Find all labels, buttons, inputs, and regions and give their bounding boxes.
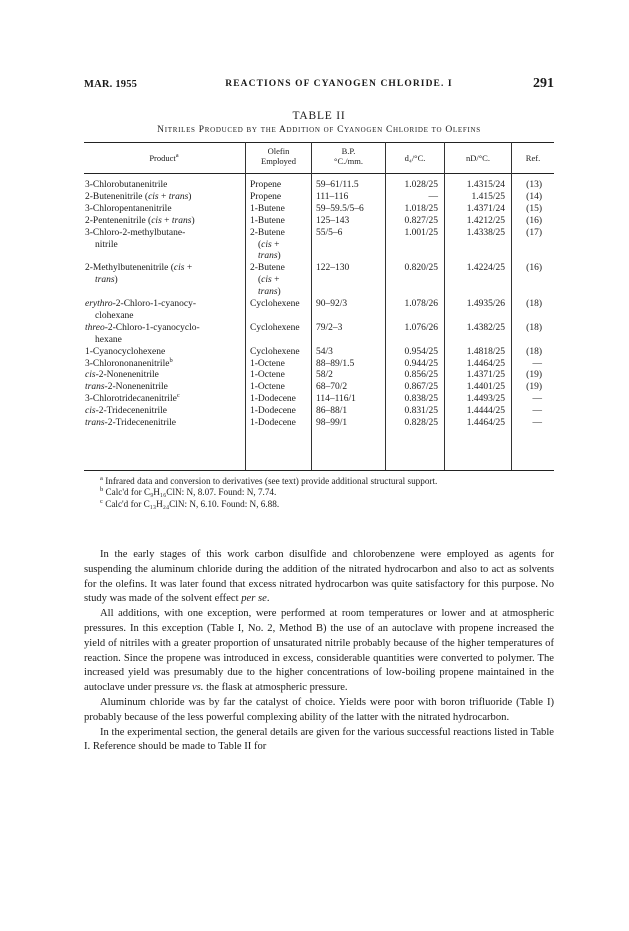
cell-density: 0.867/25 [404, 382, 438, 393]
cell-boiling-point: 125–143 [316, 215, 350, 226]
cell-olefin: Cyclohexene [250, 299, 300, 309]
footnote-c: $^c$ Calc'd for C₁₃H₂₄ClN: N, 6.10. Found: N, 6.88. [100, 497, 280, 509]
paragraph: All additions, with one exception, were performed at room temperatures or lower and at atmospheric pressures. In this exception (Table I, No. 2, Method B) the use of an autoclave with propene increased the yield of nitriles with a greater proportion of unsaturated nitrile probably because of the higher temperatures of reaction. Since the propene was introduced in excess, considerable quantities were converted to polymer. The increased yield was presumably due to the higher concentrations of low-boiling propene maintained in the autoclave under pressure vs. the flask at atmospheric pressure. [84, 608, 554, 694]
cell-reference: (16) [526, 263, 542, 274]
table-title: TABLE II [292, 110, 346, 122]
cell-product: 2-Pentenenitrile (cis + trans) [85, 215, 195, 226]
cell-boiling-point: 98–99/1 [316, 418, 348, 428]
cell-density: 0.827/25 [404, 215, 438, 226]
cell-density: 1.078/26 [404, 299, 438, 309]
body-text [84, 548, 554, 755]
cell-olefin: 1-Butene [250, 215, 285, 226]
paragraph: In the experimental section, the general details are given for the various successful reactions listed in Table I. Reference should be made to Table II for [84, 726, 554, 753]
table-bottom-rule [84, 470, 554, 471]
cell-refractive-index: 1.4224/25 [466, 263, 505, 274]
header-reference: Ref. [525, 153, 541, 163]
cell-product: cis-2-Tridecenenitrile [85, 406, 167, 417]
cell-refractive-index: 1.4464/25 [466, 358, 505, 369]
cell-olefin: 1-Dodecene [250, 394, 296, 405]
cell-density: 0.944/25 [404, 358, 438, 369]
cell-reference: — [532, 418, 542, 428]
cell-olefin: Cyclohexene [250, 322, 300, 333]
cell-boiling-point: 79/2–3 [316, 322, 343, 333]
table-caption: Nitriles Produced by the Addition of Cyanogen Chloride to Olefins [157, 125, 481, 135]
cell-olefin: Propene [250, 191, 282, 202]
column-divider [311, 142, 312, 470]
cell-boiling-point: 59–59.5/5–6 [316, 203, 364, 214]
cell-refractive-index: 1.415/25 [471, 191, 505, 202]
header-product: Product$^a$ [149, 152, 179, 163]
footnote-a: $^a$ Infrared data and conversion to derivatives (see text) provide additional structural support. [100, 474, 438, 486]
page-number: 291 [533, 76, 554, 91]
cell-boiling-point: 90–92/3 [316, 299, 348, 309]
cell-olefin: 2-Butene (cis + trans) [250, 227, 285, 262]
cell-boiling-point: 111–116 [316, 191, 349, 202]
paragraph: Aluminum chloride was by far the catalyst of choice. Yields were poor with boron trifluoride (Table I) probably because of the less powerful complexing ability of the latter with the nitrated hydrocarbon. [84, 696, 554, 723]
table-header-rule [84, 173, 554, 174]
cell-reference: (19) [526, 382, 542, 393]
cell-product: 2-Methylbutenenitrile (cis + trans) [85, 263, 193, 286]
cell-reference: (15) [526, 203, 542, 214]
cell-product: cis-2-Nonenenitrile [85, 370, 159, 381]
column-divider [245, 142, 246, 470]
cell-boiling-point: 88–89/1.5 [316, 358, 355, 369]
cell-density: 0.828/25 [404, 418, 438, 428]
header-boiling-point: B.P. °C./mm. [334, 146, 363, 166]
cell-reference: (16) [526, 215, 542, 226]
cell-refractive-index: 1.4444/25 [466, 406, 505, 417]
cell-refractive-index: 1.4315/24 [466, 180, 505, 190]
cell-density: 0.838/25 [404, 394, 438, 405]
cell-reference: (17) [526, 227, 542, 238]
cell-density: 1.018/25 [404, 203, 438, 214]
cell-olefin: 1-Octene [250, 370, 285, 381]
cell-product: trans-2-Nonenenitrile [85, 382, 168, 393]
cell-density: 1.076/26 [404, 322, 438, 333]
cell-boiling-point: 122–130 [316, 263, 350, 274]
cell-product: 3-Chloro-2-methylbutane- nitrile [85, 227, 186, 250]
cell-product: 3-Chloropentanenitrile [85, 203, 172, 214]
cell-product: 3-Chlorobutanenitrile [85, 180, 168, 190]
cell-olefin: Cyclohexene [250, 346, 300, 357]
cell-reference: — [532, 406, 542, 417]
cell-density: 1.001/25 [404, 227, 438, 238]
cell-olefin: 1-Octene [250, 358, 285, 369]
running-head [84, 76, 554, 94]
cell-boiling-point: 54/3 [316, 346, 333, 357]
cell-olefin: 1-Butene [250, 203, 285, 214]
cell-reference: (19) [526, 370, 542, 381]
header-refractive-index: nD/°C. [466, 153, 490, 163]
cell-reference: (18) [526, 346, 542, 357]
cell-boiling-point: 55/5–6 [316, 227, 343, 238]
cell-density: 1.028/25 [404, 180, 438, 190]
cell-product: 2-Butenenitrile (cis + trans) [85, 191, 192, 202]
cell-refractive-index: 1.4935/26 [466, 299, 505, 309]
header-olefin: Olefin Employed [261, 146, 296, 166]
cell-product: 3-Chlorotridecanenitrile$^c$ [85, 392, 180, 405]
cell-reference: (18) [526, 322, 542, 333]
cell-boiling-point: 68–70/2 [316, 382, 348, 393]
cell-refractive-index: 1.4212/25 [466, 215, 505, 226]
cell-product: 3-Chlorononanenitrile$^b$ [85, 356, 173, 369]
cell-product: 1-Cyanocyclohexene [85, 346, 166, 357]
cell-refractive-index: 1.4401/25 [466, 382, 505, 393]
cell-reference: — [532, 358, 542, 369]
cell-olefin: 1-Dodecene [250, 406, 296, 417]
cell-olefin: 2-Butene (cis + trans) [250, 263, 285, 298]
cell-reference: (13) [526, 180, 542, 190]
cell-refractive-index: 1.4371/25 [466, 370, 505, 381]
journal-date: MAR. 1955 [84, 79, 138, 90]
cell-olefin: Propene [250, 180, 282, 190]
cell-refractive-index: 1.4464/25 [466, 418, 505, 428]
header-density: d₄/°C. [404, 153, 426, 163]
table-footnotes [84, 476, 554, 510]
article-running-title: REACTIONS OF CYANOGEN CHLORIDE. I [225, 79, 453, 89]
cell-density: 0.856/25 [404, 370, 438, 381]
table-top-rule [84, 142, 554, 143]
cell-olefin: 1-Dodecene [250, 418, 296, 428]
cell-product: trans-2-Tridecenenitrile [85, 418, 176, 428]
cell-boiling-point: 114–116/1 [316, 394, 356, 405]
cell-density: 0.954/25 [404, 346, 438, 357]
paragraph: In the early stages of this work carbon disulfide and chlorobenzene were employed as agents for suspending the aluminum chloride during the addition of the nitrated hydrocarbon and also to act as solvents for the olefins. It was later found that excess nitrated hydrocarbon was quite satisfactory for this purpose. No study was made of the solvent effect per se. [84, 549, 554, 605]
cell-reference: (14) [526, 191, 542, 202]
cell-boiling-point: 86–88/1 [316, 406, 348, 417]
cell-refractive-index: 1.4338/25 [466, 227, 505, 238]
cell-density: 0.831/25 [404, 406, 438, 417]
cell-product: threo-2-Chloro-1-cyanocyclo- hexane [85, 322, 200, 345]
cell-reference: — [532, 394, 542, 405]
cell-density: 0.820/25 [404, 263, 438, 274]
cell-reference: (18) [526, 299, 542, 309]
cell-refractive-index: 1.4371/24 [466, 203, 505, 214]
cell-olefin: 1-Octene [250, 382, 285, 393]
cell-boiling-point: 58/2 [316, 370, 333, 381]
cell-density: — [428, 191, 438, 202]
cell-refractive-index: 1.4493/25 [466, 394, 505, 405]
cell-refractive-index: 1.4818/25 [466, 346, 505, 357]
cell-product: erythro-2-Chloro-1-cyanocy- clohexane [85, 299, 196, 321]
cell-refractive-index: 1.4382/25 [466, 322, 505, 333]
footnote-b: $^b$ Calc'd for C₉H₁₆ClN: N, 8.07. Found: N, 7.74. [100, 486, 277, 498]
cell-boiling-point: 59–61/11.5 [316, 180, 359, 190]
